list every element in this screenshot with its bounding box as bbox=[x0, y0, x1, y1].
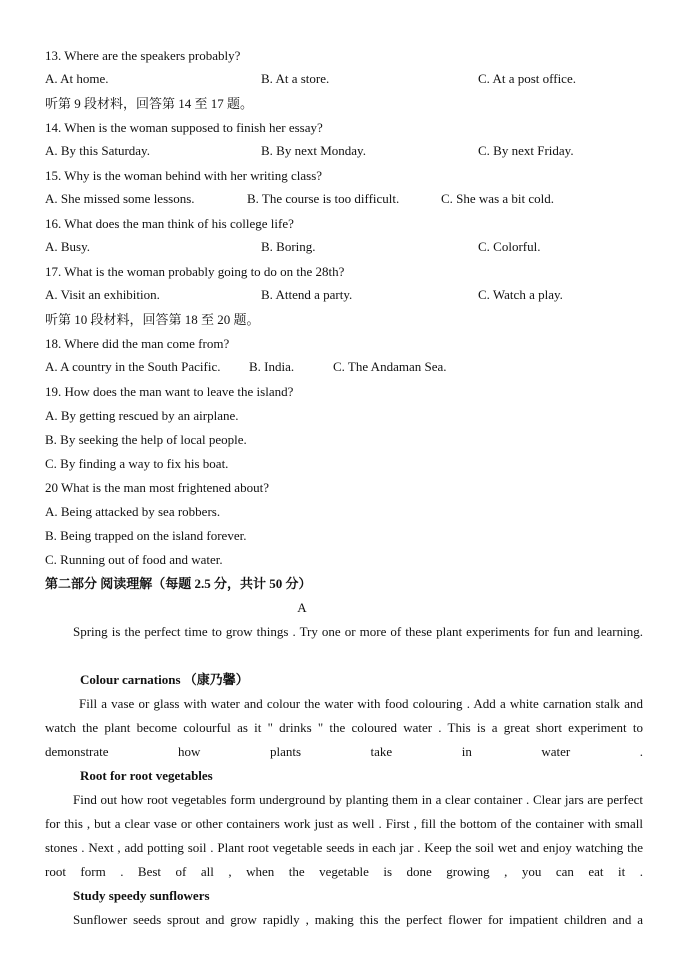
section-9-instruction: 听第 9 段材料，回答第 14 至 17 题。 bbox=[45, 96, 254, 111]
question-20: 20 What is the man most frightened about? bbox=[45, 480, 269, 495]
q16-option-c: C. Colorful. bbox=[478, 239, 541, 254]
section-title-root-vegetables: Root for root vegetables bbox=[80, 768, 213, 783]
root-vegetables-body: Find out how root vegetables form underground by planting them in a clear container . Clear jars are perfect for this , but a clear vase or other containers work just as well . First , fill the bottom of the container with small stones . Next , add potting soil . Plant root vegetable seeds in each jar . Keep the soil wet and enjoy watching the root form . Best of all , when the vegetable is done growing , you can eat it . bbox=[45, 792, 643, 879]
q20-option-c: C. Running out of food and water. bbox=[45, 552, 223, 567]
section-10-instruction: 听第 10 段材料，回答第 18 至 20 题。 bbox=[45, 312, 260, 327]
q17-option-a: A. Visit an exhibition. bbox=[45, 287, 160, 302]
q19-option-c: C. By finding a way to fix his boat. bbox=[45, 456, 229, 471]
q14-option-b: B. By next Monday. bbox=[261, 143, 366, 158]
q15-option-b: B. The course is too difficult. bbox=[247, 191, 400, 206]
q16-option-a: A. Busy. bbox=[45, 239, 91, 254]
question-19: 19. How does the man want to leave the island? bbox=[45, 384, 294, 399]
q15-option-c: C. She was a bit cold. bbox=[441, 191, 555, 206]
q14-option-a: A. By this Saturday. bbox=[45, 143, 150, 158]
question-18: 18. Where did the man come from? bbox=[45, 336, 230, 351]
q20-option-b: B. Being trapped on the island forever. bbox=[45, 528, 247, 543]
section-title-colour-carnations: Colour carnations （康乃馨） bbox=[80, 672, 249, 687]
q15-option-a: A. She missed some lessons. bbox=[45, 191, 195, 206]
question-17: 17. What is the woman probably going to do on the 28th? bbox=[45, 264, 345, 279]
reading-part-title: 第二部分 阅读理解（每题 2.5 分，共计 50 分） bbox=[45, 576, 312, 591]
q17-option-b: B. Attend a party. bbox=[261, 287, 353, 302]
q18-option-a: A. A country in the South Pacific. bbox=[45, 359, 221, 374]
q13-option-b: B. At a store. bbox=[261, 71, 330, 86]
question-14: 14. When is the woman supposed to finish her essay? bbox=[45, 120, 323, 135]
question-15: 15. Why is the woman behind with her writing class? bbox=[45, 168, 323, 183]
q19-option-b: B. By seeking the help of local people. bbox=[45, 432, 247, 447]
q18-option-c: C. The Andaman Sea. bbox=[333, 359, 447, 374]
q18-option-b: B. India. bbox=[249, 359, 295, 374]
question-13: 13. Where are the speakers probably? bbox=[45, 48, 241, 63]
question-16: 16. What does the man think of his college life? bbox=[45, 216, 294, 231]
q17-option-c: C. Watch a play. bbox=[478, 287, 563, 302]
passage-intro: Spring is the perfect time to grow things . Try one or more of these plant experiments for fun and learning. bbox=[73, 624, 643, 639]
colour-carnations-body: Fill a vase or glass with water and colour the water with food colouring . Add a white carnation stalk and watch the plant become colourful as it " drinks " the coloured water . This is a great short experiment to demonstrate how plants take in water . bbox=[45, 696, 643, 759]
section-title-sunflowers: Study speedy sunflowers bbox=[73, 888, 210, 903]
q14-option-c: C. By next Friday. bbox=[478, 143, 574, 158]
q13-option-a: A. At home. bbox=[45, 71, 109, 86]
q13-option-c: C. At a post office. bbox=[478, 71, 576, 86]
q16-option-b: B. Boring. bbox=[261, 239, 316, 254]
passage-label: A bbox=[297, 600, 307, 615]
q19-option-a: A. By getting rescued by an airplane. bbox=[45, 408, 239, 423]
sunflowers-body: Sunflower seeds sprout and grow rapidly , making this the perfect flower for impatient children and a bbox=[73, 912, 643, 927]
q20-option-a: A. Being attacked by sea robbers. bbox=[45, 504, 221, 519]
